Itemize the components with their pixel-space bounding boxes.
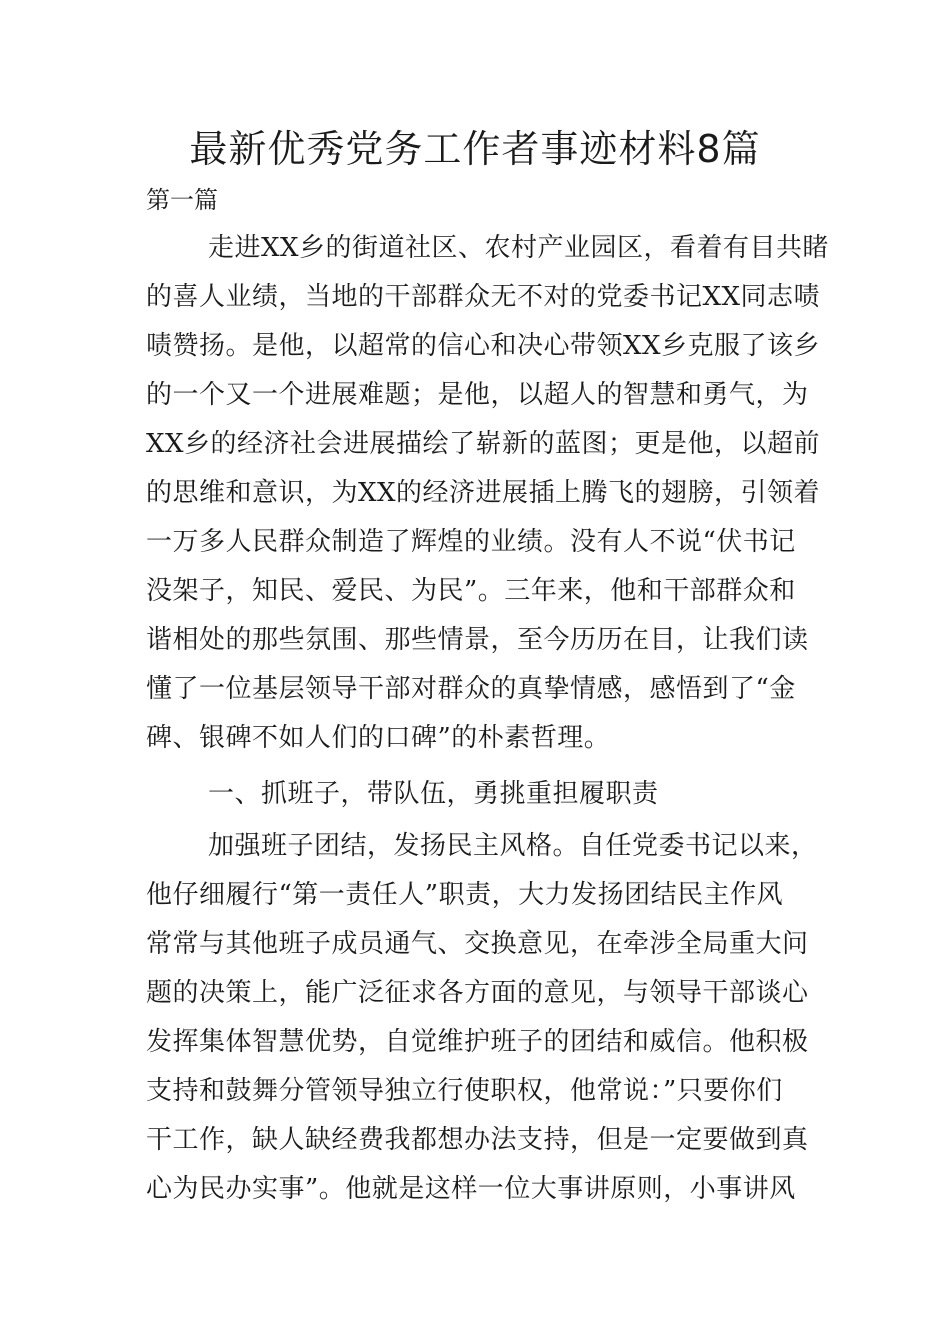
paragraph-line: 谐相处的那些氛围、那些情景，至今历历在目，让我们读 <box>146 625 809 655</box>
paragraph-line: 他仔细履行“第一责任人”职责，大力发扬团结民主作风 <box>146 880 784 910</box>
paragraph-line: 啧赞扬。是他，以超常的信心和决心带领XX乡克服了该乡 <box>146 331 821 361</box>
paragraph-line: 支持和鼓舞分管领导独立行使职权，他常说：”只要你们 <box>146 1076 783 1106</box>
paragraph-line: 发挥集体智慧优势，自觉维护班子的团结和威信。他积极 <box>146 1027 809 1057</box>
paragraph-line: 的一个又一个进展难题；是他，以超人的智慧和勇气，为 <box>146 380 809 410</box>
paragraph-line: 加强班子团结，发扬民主风格。自任党委书记以来， <box>208 831 818 861</box>
paragraph-line: 没架子，知民、爱民、为民”。三年来，他和干部群众和 <box>146 576 796 606</box>
paragraph-line: 一万多人民群众制造了辉煌的业绩。没有人不说“伏书记 <box>146 527 796 557</box>
paragraph-line: 碑、银碑不如人们的口碑”的朴素哲理。 <box>146 723 611 753</box>
paragraph-line: XX乡的经济社会进展描绘了崭新的蓝图；更是他，以超前 <box>146 429 821 459</box>
document-title: 最新优秀党务工作者事迹材料8篇 <box>189 127 761 171</box>
section-heading: 一、抓班子，带队伍，勇挑重担履职责 <box>208 779 659 809</box>
paragraph-line: 懂了一位基层领导干部对群众的真挚情感，感悟到了“金 <box>146 674 796 704</box>
paragraph-line: 干工作，缺人缺经费我都想办法支持，但是一定要做到真 <box>146 1125 809 1155</box>
paragraph-line: 的喜人业绩，当地的干部群众无不对的党委书记XX同志啧 <box>146 282 821 312</box>
paragraph-line: 心为民办实事”。他就是这样一位大事讲原则，小事讲风 <box>146 1174 796 1204</box>
section-label: 第一篇 <box>146 186 218 214</box>
paragraph-line: 题的决策上，能广泛征求各方面的意见，与领导干部谈心 <box>146 978 809 1008</box>
paragraph-line: 常常与其他班子成员通气、交换意见，在牵涉全局重大问 <box>146 929 809 959</box>
paragraph-line: 走进XX乡的街道社区、农村产业园区，看着有目共睹 <box>208 233 830 263</box>
paragraph-line: 的思维和意识，为XX的经济进展插上腾飞的翅膀，引领着 <box>146 478 821 508</box>
